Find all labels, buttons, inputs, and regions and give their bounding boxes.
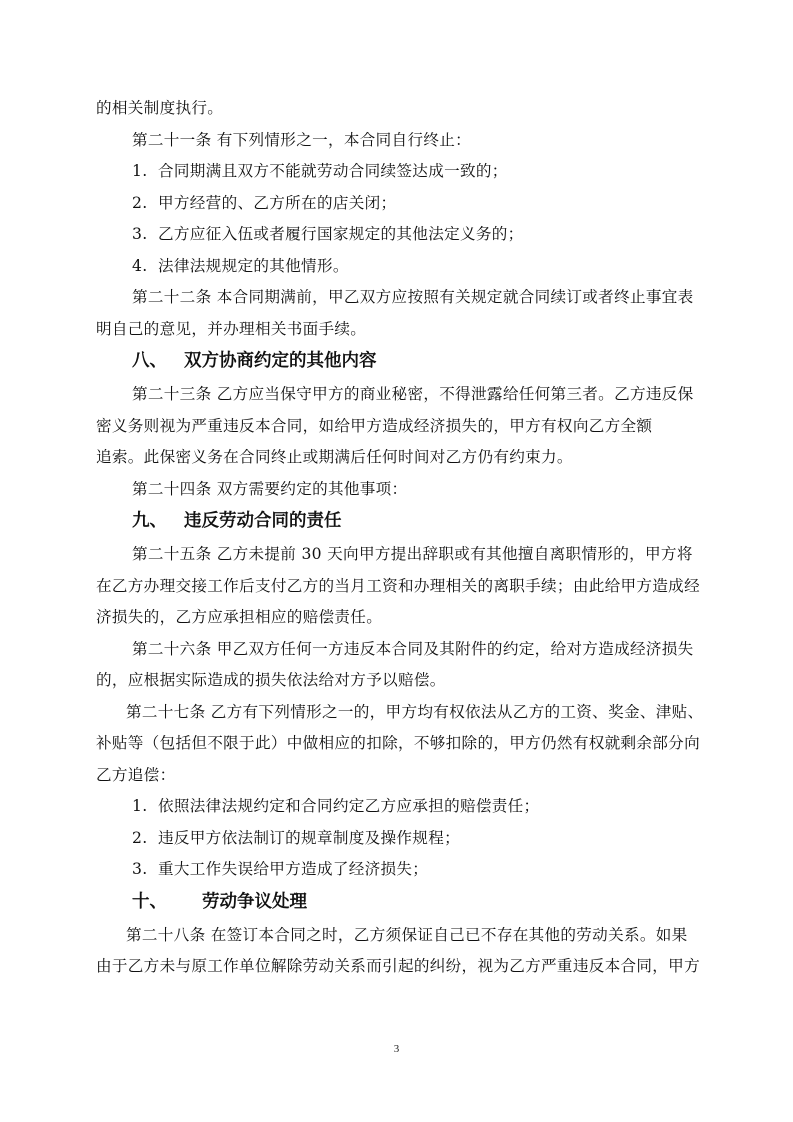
document-body [96, 93, 710, 983]
text-line: 第二十一条 有下列情形之一，本合同自行终止： [132, 130, 472, 149]
text-line: 第二十四条 双方需要约定的其他事项： [132, 479, 408, 498]
text-line: 第二十三条 乙方应当保守甲方的商业秘密，不得泄露给任何第三者。乙方违反保 [132, 385, 694, 403]
section-number: 八、 [132, 351, 167, 371]
list-item [96, 791, 710, 823]
page-number: 3 [393, 1043, 400, 1055]
list-item-text: 重大工作失误给甲方造成了经济损失； [158, 860, 429, 878]
text-line: 补贴等（包括但不限于此）中做相应的扣除，不够扣除的，甲方仍然有权就剩余部分向 [96, 734, 700, 752]
text-line: 由于乙方未与原工作单位解除劳动关系而引起的纠纷，视为乙方严重违反本合同，甲方 [96, 957, 700, 975]
text-line: 第二十八条 在签订本合同之时，乙方须保证自己已不存在其他的劳动关系。如果 [126, 925, 688, 944]
list-item-text: 依照法律法规约定和合同约定乙方应承担的赔偿责任； [158, 797, 540, 815]
list-item-number: 3. [132, 860, 148, 878]
section-heading [96, 345, 710, 379]
list-item-text: 乙方应征入伍或者履行国家规定的其他法定义务的； [158, 225, 524, 243]
list-item [96, 188, 710, 220]
list-item [96, 251, 710, 283]
section-number: 十、 [132, 891, 167, 912]
text-line: 明自己的意见，并办理相关书面手续。 [96, 319, 367, 338]
text-line: 在乙方办理交接工作后支付乙方的当月工资和办理相关的离职手续；由此给甲方造成经 [96, 576, 700, 595]
list-item-text: 合同期满且双方不能就劳动合同续签达成一致的； [158, 162, 508, 180]
list-item [96, 823, 710, 855]
section-number: 九、 [132, 511, 167, 531]
section-heading [96, 886, 710, 920]
list-item-number: 2. [132, 193, 148, 212]
list-item-number: 2. [132, 828, 148, 847]
text-line: 第二十七条 乙方有下列情形之一的，甲方均有权依法从乙方的工资、奖金、津贴、 [126, 702, 704, 721]
text-line: 第二十五条 乙方未提前 30 天向甲方提出辞职或有其他擅自离职情形的，甲方将 [132, 545, 693, 563]
list-item [96, 156, 710, 188]
section-title: 双方协商约定的其他内容 [184, 351, 377, 371]
text-line: 济损失的，乙方应承担相应的赔偿责任。 [96, 608, 383, 626]
list-item-text: 甲方经营的、乙方所在的店关闭； [158, 193, 397, 212]
text-line: 乙方追偿： [96, 765, 176, 784]
list-item-number: 1. [132, 797, 148, 815]
list-item-text: 法律法规规定的其他情形。 [158, 256, 349, 275]
list-item-text: 违反甲方依法制订的规章制度及操作规程； [158, 828, 460, 847]
list-item-number: 1. [132, 162, 148, 180]
list-item [96, 219, 710, 251]
list-item-number: 3. [132, 225, 148, 243]
section-title: 违反劳动合同的责任 [184, 511, 342, 531]
list-item [96, 854, 710, 886]
section-heading [96, 505, 710, 539]
list-item-number: 4. [132, 256, 148, 275]
text-line: 追索。此保密义务在合同终止或期满后任何时间对乙方仍有约束力。 [96, 448, 573, 466]
section-title: 劳动争议处理 [202, 891, 307, 912]
text-line: 密义务则视为严重违反本合同，如给甲方造成经济损失的，甲方有权向乙方全额 [96, 416, 653, 435]
text-line: 的，应根据实际造成的损失依法给对方予以赔偿。 [96, 671, 446, 689]
text-line: 第二十六条 甲乙双方任何一方违反本合同及其附件的约定，给对方造成经济损失 [132, 639, 694, 658]
text-line: 第二十二条 本合同期满前，甲乙双方应按照有关规定就合同续订或者终止事宜表 [132, 288, 694, 306]
text-line: 的相关制度执行。 [96, 99, 224, 117]
